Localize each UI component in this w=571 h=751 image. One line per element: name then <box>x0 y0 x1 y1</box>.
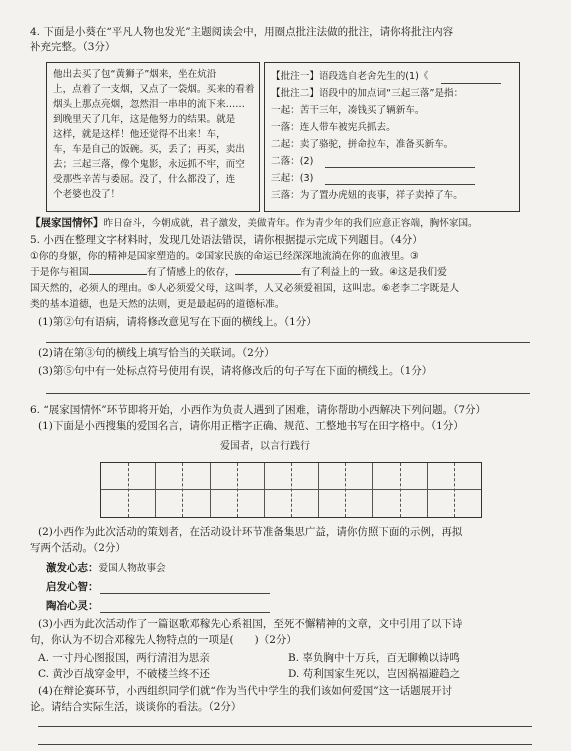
q5-body-line4: 类的基本道德，也是天然的法则，更是最起码的道德标准。 <box>30 299 285 310</box>
passage-line: 他出去买了包“黄狮子”烟来，坐在炕沿 <box>53 69 217 80</box>
grid-cell-divider <box>237 463 238 517</box>
q6-sub4-line2: 论。请结合实际生活，谈谈你的看法。（2分） <box>30 701 242 713</box>
passage-line: 受那些辛苦与委屈。没了，什么都没了，连 <box>53 174 236 185</box>
annotation-line: 二落：(2) <box>271 156 314 167</box>
activity-3-label: 陶冶心灵： <box>46 600 99 612</box>
annotation-line: 【批注二】语段中的加点词“三起三落”是指： <box>271 88 464 99</box>
section-text: 昨日奋斗，今朝成就，君子激发，美做青年。作为青少年的我们应意正容端，胸怀家国。 <box>103 218 478 229</box>
q6-sub3-line1: (3)小西为此次活动作了一篇讴歌邓稼先心系祖国，至死不懈精神的文章，文中引用了以下诗 <box>38 618 463 630</box>
grid-cell-divider <box>155 463 156 517</box>
q5-sub1: (1)第②句有语病，请将修改意见写在下面的横线上。（1分） <box>38 316 317 328</box>
option-c[interactable]: C. 黄沙百战穿金甲，不破楼兰终不还 <box>38 668 210 680</box>
q6-sub4-line1: (4)在辩论赛环节，小西组织同学们就“作为当代中学生的我们该如何爱国”这一话题展开讨 <box>38 685 453 697</box>
grid-cell-divider <box>210 463 211 517</box>
annotation-line: 【批注一】语段选自老舍先生的(1)《 <box>271 71 429 82</box>
passage-line: 烟头上那点亮烟，忽然泪一串串的流下来…… <box>53 99 245 110</box>
activity-1-value: 爱国人物故事会 <box>98 563 166 574</box>
annotation-line: 一起：苦干三年，凑钱买了辆新车。 <box>271 105 425 116</box>
grid-cell-divider <box>291 463 292 517</box>
q6-sub1: (1)下面是小西搜集的爱国名言，请你用正楷字正确、规范、工整地书写在田字格中。（1分） <box>38 420 464 432</box>
grid-cell-divider <box>400 463 401 517</box>
activity-1 <box>46 562 166 575</box>
passage-line: 去；三起三落，像个鬼影，永远抓不牢，而空 <box>53 159 245 170</box>
grid-cell-divider <box>454 463 455 517</box>
q6-intro: 6. “展家国情怀”环节即将开始，小西作为负责人遇到了困难，请你帮助小西解决下列问题。（7分） <box>30 404 487 416</box>
q5-body-part: 有了情感上的依存， <box>146 267 235 278</box>
q6-sub2-line2: 写两个活动。（2分） <box>30 542 126 554</box>
q5-answer-line-2[interactable] <box>46 393 530 394</box>
q5-body-part: 于是你与祖国 <box>30 267 89 278</box>
option-d[interactable]: D. 苟利国家生死以，岂因祸福避趋之 <box>288 668 461 680</box>
grid-cell-divider <box>427 463 428 517</box>
section-heading <box>30 217 478 230</box>
option-a[interactable]: A. 一寸丹心图报国，两行清泪为思亲 <box>38 652 210 664</box>
annotation-line: 二起：卖了骆驼，拼命拉车，准备买新车。 <box>271 139 454 150</box>
option-b[interactable]: B. 辜负胸中十万兵，百无聊赖以诗鸣 <box>288 652 460 664</box>
q5-sub3: (3)第⑤句中有一处标点符号使用有误，请将修改后的句子写在下面的横线上。（1分） <box>38 365 433 377</box>
grid-cell-divider <box>345 463 346 517</box>
grid-cell-divider <box>372 463 373 517</box>
passage-line: 车，车是自己的饭碗。买，丢了；再买，卖出 <box>53 144 245 155</box>
q5-body-part: 有了利益上的一致。④这是我们爱 <box>300 267 447 278</box>
q6-sub2-line1: (2)小西作为此次活动的策划者，在活动设计环节准备集思广益，请你仿照下面的示例，再拟 <box>38 526 463 538</box>
q4-annotation-box <box>264 62 520 212</box>
grid-cell-divider <box>264 463 265 517</box>
activity-2-label: 启发心智： <box>46 581 99 593</box>
patriot-quote: 爱国者，以言行践行 <box>220 441 310 452</box>
q6-answer-line-2[interactable] <box>38 744 532 745</box>
annotation-blank-2[interactable] <box>325 167 475 168</box>
activity-1-label: 激发心志： <box>46 562 99 574</box>
writing-grid[interactable] <box>100 462 482 518</box>
annotation-blank-3[interactable] <box>325 184 475 185</box>
annotation-line: 三起：(3) <box>271 173 314 184</box>
q5-body-line3: 国天然的，必须人的理由。⑤人必须爱父母，这叫孝，人又必须爱祖国，这叫忠。⑥老李二字既是人 <box>30 283 460 294</box>
passage-line: 个老婆也没了！ <box>53 189 121 200</box>
annotation-line: 一落：连人带车被宪兵抓去。 <box>271 122 396 133</box>
activity-2-blank[interactable] <box>100 593 270 594</box>
grid-cell-divider <box>182 463 183 517</box>
passage-line: 上，点着了一支烟，又点了一袋烟。买来的看着 <box>53 84 255 95</box>
annotation-blank-1[interactable] <box>441 83 501 84</box>
passage-line: 这样，就是这样！他还觉得不出来！车， <box>53 129 226 140</box>
activity-3-blank[interactable] <box>100 612 270 613</box>
q5-body-line2 <box>30 266 447 279</box>
annotation-line: 三落：为了置办虎妞的丧事，祥子卖掉了车。 <box>271 190 463 201</box>
q5-blank-1[interactable] <box>89 274 147 275</box>
q5-intro: 5. 小西在整理文字材料时，发现几处语法错误，请你根据提示完成下列题目。（4分） <box>30 234 423 246</box>
q5-sub2: (2)请在第③句的横线上填写恰当的关联词。（2分） <box>38 347 275 359</box>
q5-blank-2[interactable] <box>235 274 301 275</box>
grid-cell-divider <box>128 463 129 517</box>
q4-intro-line1: 4. 下面是小葵在“平凡人物也发光”主题阅读会中，用圈点批注法做的批注，请你将批注内容 <box>30 26 454 38</box>
grid-cell-divider <box>318 463 319 517</box>
passage-line: 到晚里天了几年，这是他努力的结果。就是 <box>53 114 236 125</box>
section-title: 【展家国情怀】 <box>30 217 104 229</box>
q5-answer-line-1[interactable] <box>46 342 530 343</box>
q5-body-line1: ①你的身躯，你的精神是国家塑造的。②国家民族的命运已经深深地流淌在你的血液里。③ <box>30 251 419 262</box>
q4-passage-box <box>46 62 260 212</box>
q6-sub3-line2: 句，你认为不切合邓稼先人物特点的一项是( )（2分） <box>30 634 297 646</box>
q6-answer-line-1[interactable] <box>38 726 532 727</box>
q4-intro-line2: 补充完整。（3分） <box>30 41 116 53</box>
